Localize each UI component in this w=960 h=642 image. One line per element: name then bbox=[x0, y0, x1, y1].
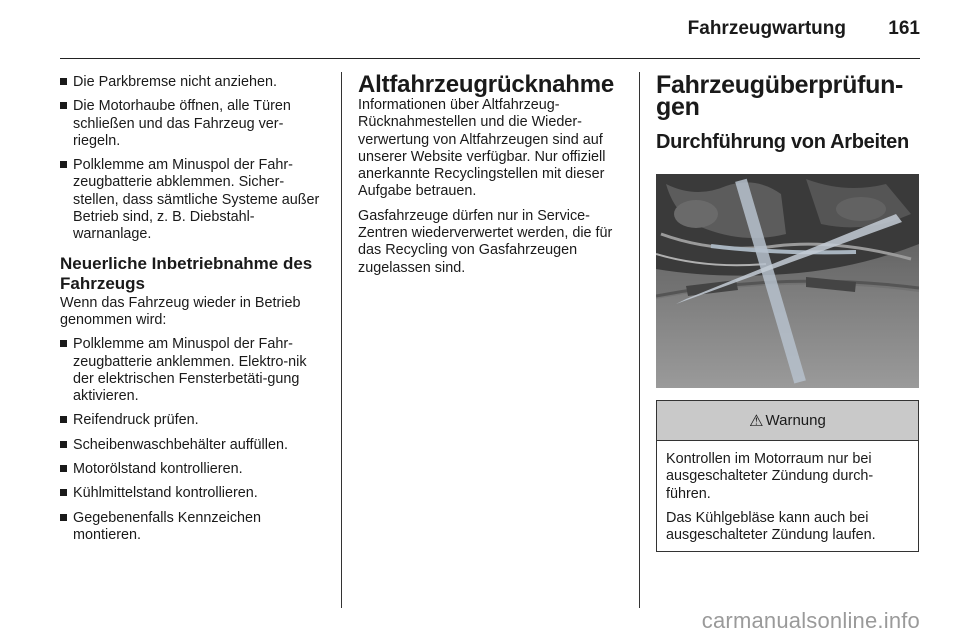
section-title: Fahrzeugüberprüfun- gen bbox=[656, 71, 904, 121]
header-rule bbox=[60, 58, 920, 59]
bullet-icon bbox=[60, 489, 67, 496]
watermark: carmanualsonline.info bbox=[701, 608, 920, 633]
warning-box bbox=[656, 400, 919, 552]
paragraph: Gasfahrzeuge dürfen nur in Service-Zentren wiederverwertet werden, die für das Recycling von Gasfahrzeugen zugelassen sind. bbox=[358, 207, 613, 276]
page-number: 161 bbox=[888, 18, 920, 39]
column-divider bbox=[341, 72, 342, 608]
warning-text: Das Kühlgebläse kann auch bei ausgeschalteter Zündung laufen. bbox=[666, 509, 876, 544]
subsection-title: Durchführung von Arbeiten bbox=[656, 131, 909, 153]
list-item: Die Parkbremse nicht anziehen. bbox=[60, 74, 326, 91]
warning-text: Kontrollen im Motorraum nur bei ausgeschalteter Zündung durch-führen. bbox=[666, 451, 874, 502]
column-left bbox=[60, 74, 326, 551]
bullet-list bbox=[60, 74, 326, 244]
warning-label: Warnung bbox=[765, 412, 826, 429]
engine-compartment-photo bbox=[656, 174, 919, 388]
warning-header bbox=[657, 401, 918, 441]
bullet-icon bbox=[60, 102, 67, 109]
list-item: Motorölstand kontrollieren. bbox=[60, 461, 326, 478]
warning-body bbox=[657, 441, 918, 544]
column-middle bbox=[358, 71, 624, 284]
list-item: Scheibenwaschbehälter auffüllen. bbox=[60, 437, 326, 454]
column-right bbox=[656, 71, 922, 154]
list-item: Polklemme am Minuspol der Fahr-zeugbatterie abklemmen. Sicher-stellen, dass sämtliche Systeme außer Betrieb sind, z. B. Diebstahl-warnanlage. bbox=[60, 157, 326, 243]
section-title: Altfahrzeugrücknahme bbox=[358, 71, 615, 98]
bullet-icon bbox=[60, 78, 67, 85]
list-item: Reifendruck prüfen. bbox=[60, 412, 326, 429]
page-header bbox=[60, 14, 920, 50]
list-item: Die Motorhaube öffnen, alle Türen schließen und das Fahrzeug ver-riegeln. bbox=[60, 98, 326, 150]
column-divider bbox=[639, 72, 640, 608]
bullet-list bbox=[60, 336, 326, 544]
list-item: Kühlmittelstand kontrollieren. bbox=[60, 485, 326, 502]
bullet-icon bbox=[60, 416, 67, 423]
bullet-icon bbox=[60, 441, 67, 448]
list-item: Gegebenenfalls Kennzeichen montieren. bbox=[60, 510, 326, 545]
bullet-icon bbox=[60, 465, 67, 472]
paragraph: Informationen über Altfahrzeug-Rücknahmestellen und die Wieder-verwertung von Altfahrzeugen sind auf unserer Website verfügbar. Nur offiziell anerkannte Recyclingstellen mit dieser Aufgabe betrauen. bbox=[358, 97, 606, 200]
bullet-icon bbox=[60, 514, 67, 521]
list-item: Polklemme am Minuspol der Fahr-zeugbatterie anklemmen. Elektro-nik der elektrischen Fensterbetäti-gung aktivieren. bbox=[60, 336, 326, 405]
warning-triangle-icon: ⚠ bbox=[749, 412, 764, 430]
section-heading: Neuerliche Inbetriebnahme des Fahrzeugs bbox=[60, 253, 313, 293]
chapter-title: Fahrzeugwartung bbox=[687, 18, 846, 39]
intro-text: Wenn das Fahrzeug wieder in Betrieb genommen wird: bbox=[60, 294, 301, 328]
bullet-icon bbox=[60, 340, 67, 347]
bullet-icon bbox=[60, 161, 67, 168]
